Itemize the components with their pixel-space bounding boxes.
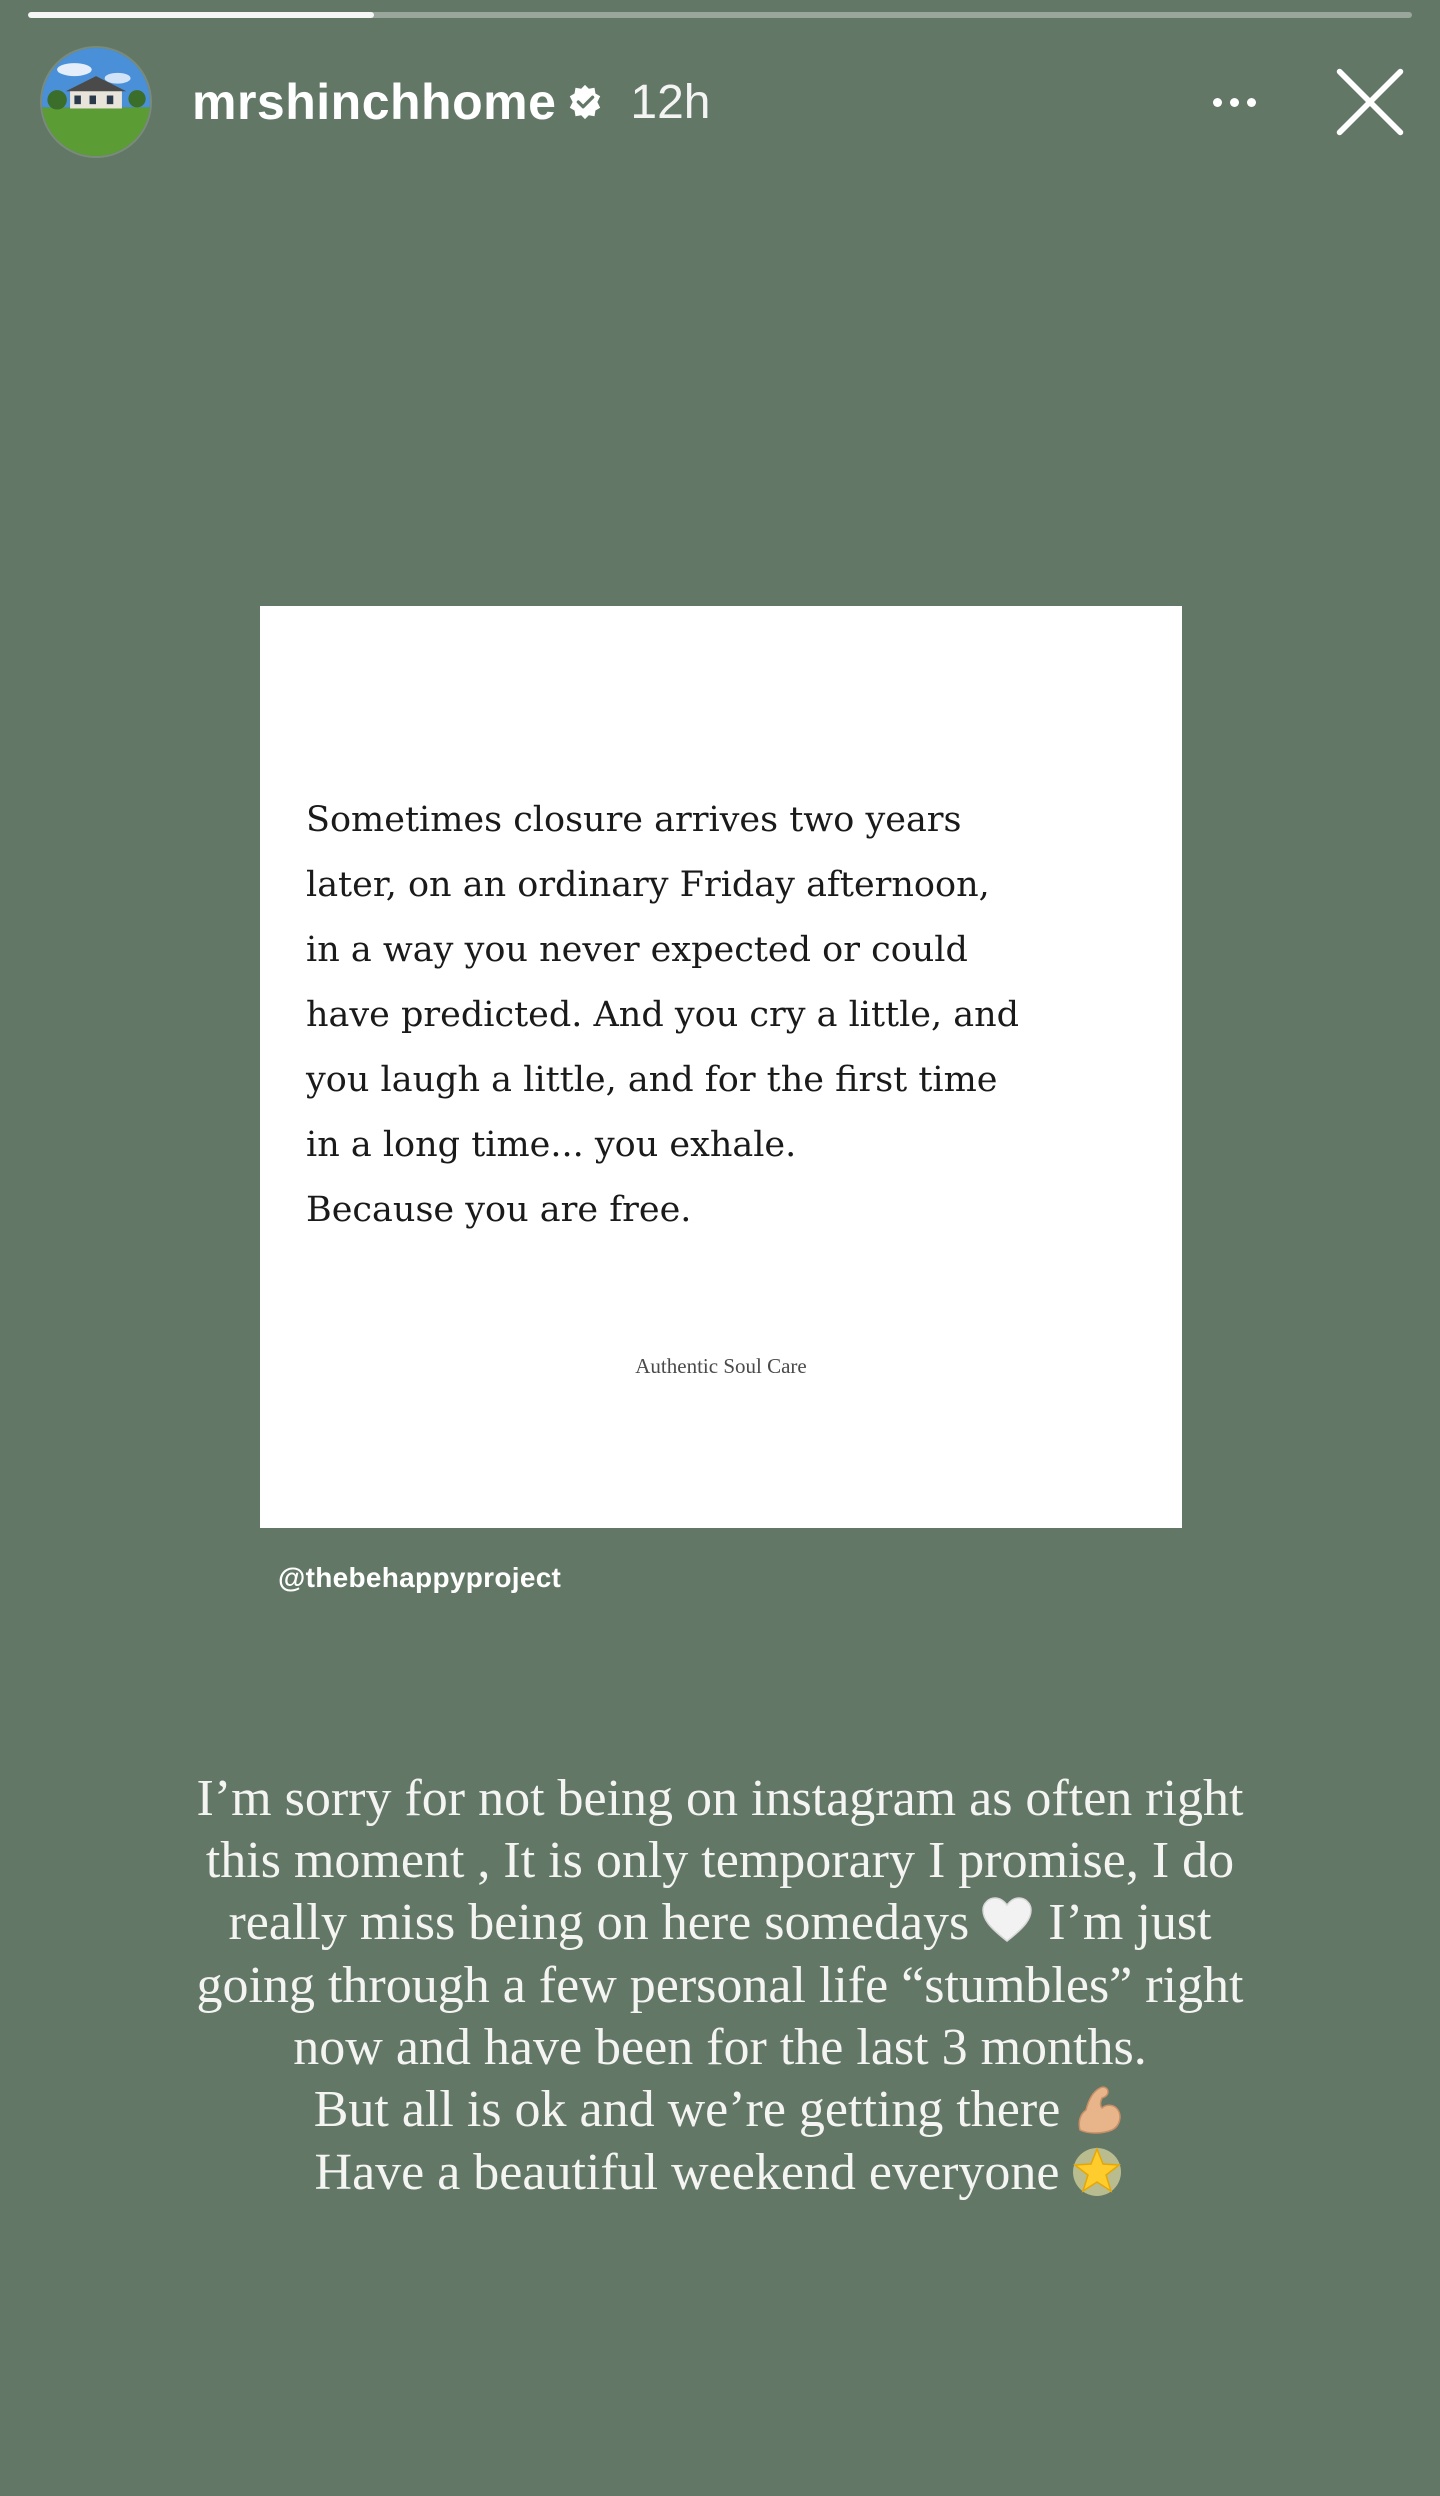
glowing-star-icon (1069, 2143, 1125, 2199)
caption-text: I’m just (1048, 1894, 1212, 1951)
verified-badge-icon (566, 83, 604, 121)
quote-text (306, 788, 1136, 1243)
flexed-biceps-icon (1070, 2080, 1126, 2136)
quote-line: in a long time... you exhale. (306, 1125, 797, 1165)
dot (1230, 98, 1239, 107)
quote-line: Because you are free. (306, 1190, 692, 1230)
caption-line: I’m sorry for not being on instagram as often right (196, 1770, 1244, 1827)
mention-tag[interactable]: @thebehappyproject (278, 1562, 562, 1593)
quote-source: Authentic Soul Care (635, 1354, 807, 1378)
caption-text: Have a beautiful weekend everyone (314, 2144, 1060, 2202)
story-caption (60, 1768, 1380, 2205)
caption-line: going through a few personal life “stumbles” right (196, 1957, 1244, 2015)
caption-text: But all is ok and we’re getting there (313, 2081, 1061, 2139)
dot (1213, 98, 1222, 107)
caption-line (60, 1892, 1380, 1955)
quote-line: you laugh a little, and for the first time (306, 1060, 998, 1100)
quote-card (260, 606, 1182, 1528)
close-icon[interactable] (1330, 62, 1410, 142)
avatar-image-icon (42, 48, 150, 156)
white-heart-icon (979, 1893, 1035, 1949)
dot (1247, 98, 1256, 107)
caption-line (60, 2079, 1380, 2142)
story-progress-bar (28, 12, 1412, 18)
caption-line (60, 2142, 1380, 2205)
quote-line: Sometimes closure arrives two years (306, 800, 962, 840)
more-dots-icon[interactable] (1194, 62, 1274, 142)
avatar[interactable] (40, 46, 152, 158)
story-header (40, 46, 1410, 158)
username[interactable]: mrshinchhome (192, 74, 557, 130)
post-time: 12h (630, 75, 711, 129)
quote-line: have predicted. And you cry a little, and (306, 995, 1020, 1035)
caption-line: now and have been for the last 3 months. (293, 2019, 1147, 2077)
story-progress-fill (28, 12, 374, 18)
caption-text: really miss being on here somedays (228, 1894, 970, 1951)
quote-line: later, on an ordinary Friday afternoon, (306, 865, 990, 905)
quote-line: in a way you never expected or could (306, 930, 968, 970)
caption-line: this moment , It is only temporary I promise, I do (205, 1832, 1235, 1889)
